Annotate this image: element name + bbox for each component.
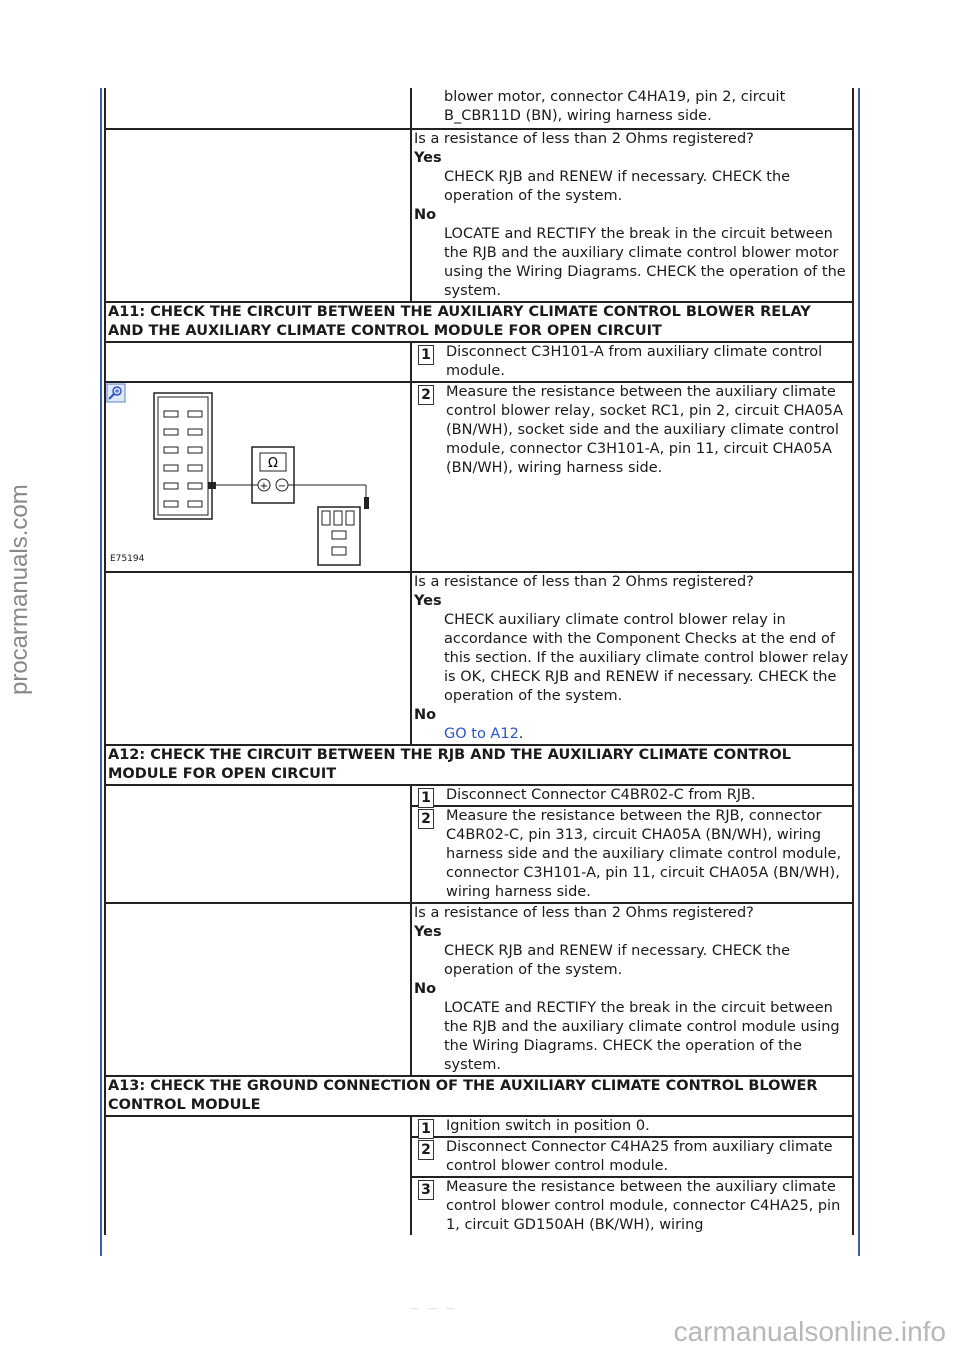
a11-step-row <box>105 382 853 572</box>
a13-step-1-text: Ignition switch in position 0. <box>446 1118 650 1134</box>
a11-title: A11: CHECK THE CIRCUIT BETWEEN THE AUXILIARY CLIMATE CONTROL BLOWER RELAY AND THE AUXILIARY CLIMATE CONTROL MODULE FOR OPEN CIRCUIT <box>105 302 853 342</box>
a11-result-row <box>105 572 853 745</box>
side-watermark: procarmanuals.com <box>6 484 33 696</box>
page-edge-left <box>100 88 102 1256</box>
a12-step-row <box>105 785 853 806</box>
a12-step-2-text: Measure the resistance between the RJB, connector C4BR02-C, pin 313, circuit CHA05A (BN/WH), wiring harness side and the auxiliary climate control module, connector C3H101-A, pin 11, circuit CHA05A (BN/WH), wiring harness side. <box>446 808 842 900</box>
a11-no-label: No <box>414 707 437 723</box>
a13-step-3-text: Measure the resistance between the auxiliary climate control blower control module, connector C4HA25, pin 1, circuit GD150AH (BK/WH), wiring <box>446 1179 841 1233</box>
circuit-diagram <box>106 383 406 571</box>
a10-yes-label: Yes <box>414 150 442 166</box>
a11-header-row <box>105 302 853 342</box>
page-footer: — — — <box>410 1304 458 1314</box>
step-number: 1 <box>418 345 434 365</box>
svg-text:−: − <box>277 481 287 492</box>
meter-symbol: Ω <box>268 456 278 471</box>
step-number: 2 <box>418 1140 434 1160</box>
step-number: 2 <box>418 385 434 405</box>
go-to-a12-link[interactable]: GO to A12 <box>444 726 519 742</box>
step-number: 1 <box>418 1119 434 1139</box>
wiring-figure <box>106 383 410 571</box>
a11-yes-label: Yes <box>414 593 442 609</box>
continued-text: blower motor, connector C4HA19, pin 2, circuit B_CBR11D (BN), wiring harness side. <box>444 89 786 124</box>
a13-step-row <box>105 1116 853 1137</box>
a12-title: A12: CHECK THE CIRCUIT BETWEEN THE RJB AND THE AUXILIARY CLIMATE CONTROL MODULE FOR OPEN CIRCUIT <box>105 745 853 785</box>
a10-no-label: No <box>414 207 437 223</box>
a12-no-text: LOCATE and RECTIFY the break in the circuit between the RJB and the auxiliary climate control module using the Wiring Diagrams. CHECK the operation of the system. <box>444 1000 840 1073</box>
step-number: 2 <box>418 809 434 829</box>
svg-text:+: + <box>259 481 269 492</box>
page-edge-right <box>858 88 860 1256</box>
a10-question: Is a resistance of less than 2 Ohms registered? <box>414 131 754 147</box>
procedure-table <box>104 88 854 1235</box>
a13-step-2-text: Disconnect Connector C4HA25 from auxiliary climate control blower control module. <box>446 1139 833 1174</box>
a11-step-2-text: Measure the resistance between the auxiliary climate control blower relay, socket RC1, pin 2, circuit CHA05A (BN/WH), socket side and the auxiliary climate control module, connector C3H101-A, pin 11, circuit CHA05A (BN/WH), wiring harness side. <box>446 384 843 476</box>
procedure-sheet <box>104 88 854 1235</box>
a11-no-suffix: . <box>518 726 524 742</box>
a11-step-row <box>105 342 853 382</box>
a12-header-row <box>105 745 853 785</box>
a10-yes-text: CHECK RJB and RENEW if necessary. CHECK the operation of the system. <box>444 169 791 204</box>
a12-no-label: No <box>414 981 437 997</box>
a11-question: Is a resistance of less than 2 Ohms registered? <box>414 574 754 590</box>
a12-step-1-text: Disconnect Connector C4BR02-C from RJB. <box>446 787 756 803</box>
a13-header-row <box>105 1076 853 1116</box>
a12-yes-text: CHECK RJB and RENEW if necessary. CHECK the operation of the system. <box>444 943 791 978</box>
a13-title: A13: CHECK THE GROUND CONNECTION OF THE AUXILIARY CLIMATE CONTROL BLOWER CONTROL MODULE <box>105 1076 853 1116</box>
bottom-watermark: carmanualsonline.info <box>673 1316 946 1347</box>
a12-yes-label: Yes <box>414 924 442 940</box>
continued-row <box>105 88 853 129</box>
figure-id: E75194 <box>110 554 145 564</box>
a11-yes-text: CHECK auxiliary climate control blower relay in accordance with the Component Checks at the end of this section. If the auxiliary climate control blower relay is OK, CHECK RJB and RENEW if necessary. CHECK the operation of the system. <box>444 612 849 704</box>
step-number: 3 <box>418 1180 434 1200</box>
step-number: 1 <box>418 788 434 808</box>
a11-step-1-text: Disconnect C3H101-A from auxiliary climate control module. <box>446 344 823 379</box>
a12-question: Is a resistance of less than 2 Ohms registered? <box>414 905 754 921</box>
a10-result-row <box>105 129 853 302</box>
a12-result-row <box>105 903 853 1076</box>
a10-no-text: LOCATE and RECTIFY the break in the circuit between the RJB and the auxiliary climate control blower motor using the Wiring Diagrams. CHECK the operation of the system. <box>444 226 846 299</box>
relay-socket <box>154 393 212 519</box>
